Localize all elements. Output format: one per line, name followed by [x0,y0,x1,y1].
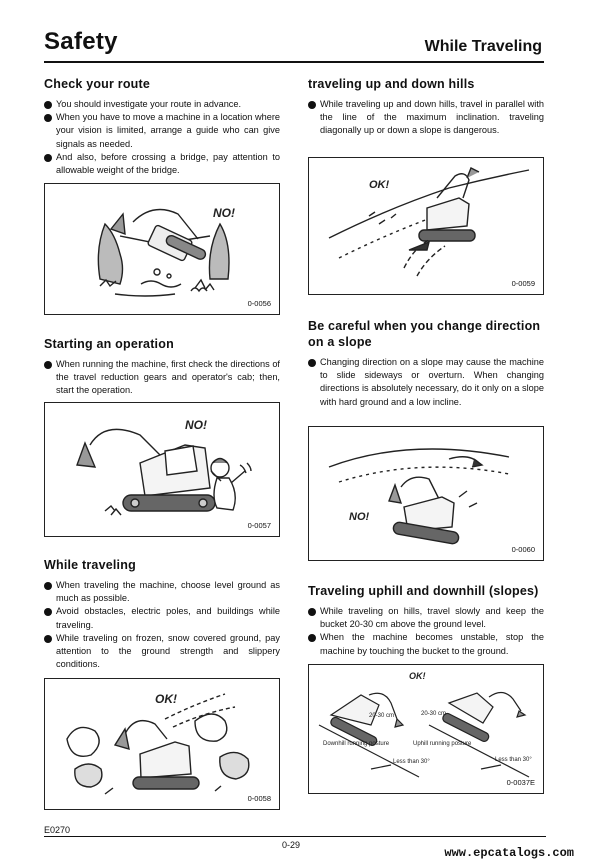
section-heading: Starting an operation [44,337,174,351]
figure-uphill-downhill [308,664,544,794]
section-heading: Check your route [44,77,151,91]
angle-label-right: Less than 30° [495,757,532,763]
section-starting-operation [44,336,280,398]
bullet-item: When you have to move a machine in a location where your vision is limited, arrange a guide who can give signals as needed. [44,111,280,151]
height-label-left: 20-30 cm [369,713,395,719]
footer-divider [44,836,546,837]
figure-while-traveling [44,678,280,810]
uphill-posture-label: Uphill running posture [413,741,472,747]
bullet-item: While traveling on frozen, snow covered ground, pay attention to the ground strength and slippery conditions. [44,632,280,672]
speech-bubble-text: OK! [155,692,177,706]
excavator-obstacles-illustration [45,679,281,811]
bullet-icon [308,608,316,616]
bullet-item: Changing direction on a slope may cause the machine to slide sideways or overturn. When changing directions is absolutely necessary, do it only on a slope with hard ground and a low incline. [308,356,544,409]
bullet-icon [308,101,316,109]
figure-code: 0-0057 [247,521,271,530]
bullet-item: While traveling on hills, travel slowly and keep the bucket 20-30 cm above the ground level. [308,605,544,631]
website-watermark: www.epcatalogs.com [444,846,574,860]
page-number: 0-29 [282,840,301,850]
bullet-item: When the machine becomes unstable, stop the machine by touching the bucket to the ground. [308,631,544,657]
bullet-icon [308,359,316,367]
figure-code: 0-0037E [506,778,535,787]
page-title: Safety [44,28,118,55]
bullet-icon [44,101,52,109]
section-title: While Traveling [424,38,542,55]
bullet-icon [44,635,52,643]
section-heading: While traveling [44,558,136,572]
excavator-bridge-illustration [45,184,281,316]
speech-bubble-text: OK! [409,671,426,681]
section-while-traveling [44,557,280,671]
section-heading: traveling up and down hills [308,77,475,91]
excavator-worker-illustration [45,403,281,538]
bullet-icon [308,634,316,642]
figure-check-route [44,183,280,315]
figure-change-direction [308,426,544,561]
document-code: E0270 [44,825,71,835]
excavator-turning-illustration [309,427,545,562]
section-check-route [44,76,280,177]
bullet-item: You should investigate your route in advance. [44,98,280,111]
excavator-postures-illustration [309,665,545,795]
bullet-icon [44,582,52,590]
bullet-item: When running the machine, first check the directions of the travel reduction gears and operator's cab; then, start the operation. [44,358,280,398]
angle-label-left: Less than 30° [393,759,430,765]
bullet-icon [44,114,52,122]
figure-code: 0-0056 [247,299,271,308]
speech-bubble-text: OK! [369,179,390,191]
bullet-item: And also, before crossing a bridge, pay attention to allowable weight of the bridge. [44,151,280,177]
section-heading: Traveling uphill and downhill (slopes) [308,584,539,598]
excavator-slope-illustration [309,158,545,296]
section-uphill-downhill [308,583,544,658]
header-divider [44,61,544,63]
figure-starting-operation [44,402,280,537]
section-up-down-hills [308,76,544,138]
bullet-item: While traveling up and down hills, travel in parallel with the line of the maximum inclination. traveling diagonally up or down a slope is dangerous. [308,98,544,138]
speech-bubble-text: NO! [213,206,235,220]
figure-code: 0-0059 [511,279,535,288]
section-heading: Be careful when you change direction on a slope [308,319,541,349]
figure-code: 0-0060 [511,545,535,554]
section-change-direction [308,318,544,409]
bullet-icon [44,608,52,616]
height-label-right: 20-30 cm [421,711,447,717]
bullet-icon [44,154,52,162]
downhill-posture-label: Downhill running posture [323,741,390,747]
bullet-item: When traveling the machine, choose level ground as much as possible. [44,579,280,605]
figure-code: 0-0058 [247,794,271,803]
bullet-icon [44,361,52,369]
speech-bubble-text: NO! [349,511,370,523]
speech-bubble-text: NO! [185,418,207,432]
bullet-item: Avoid obstacles, electric poles, and buildings while traveling. [44,605,280,631]
figure-up-down-hills [308,157,544,295]
